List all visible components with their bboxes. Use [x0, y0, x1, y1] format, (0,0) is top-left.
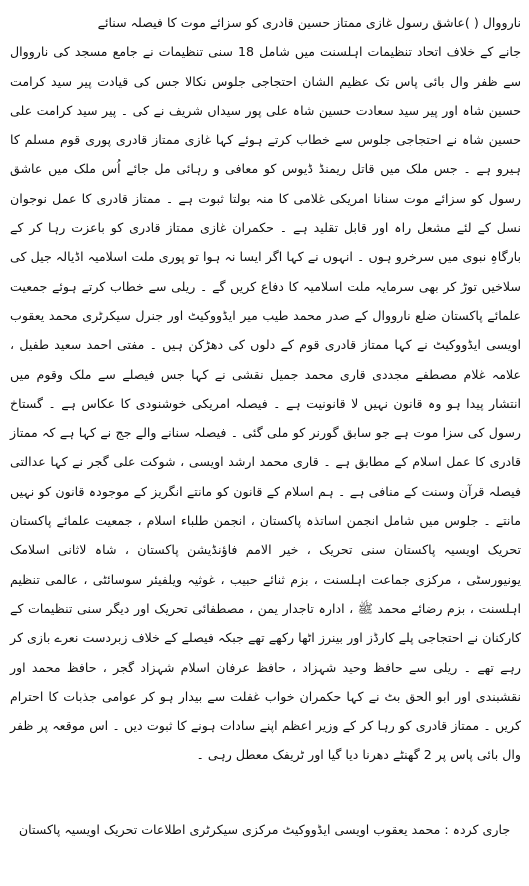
article-body: جانے کے خلاف اتحاد تنظیمات اہلسنت میں شامل 18 سنی تنظیمات نے جامع مسجد کی نارووال سے ظفر وال بائی پاس تک عظیم الشان احتجاجی جلوس نکالا جس کی قیادت پیر سید کرامت حسین شاہ اور پیر سید سعادت حسین شاہ علی پور سیداں شریف نے کی ۔ پیر سید کرامت علی حسین شاہ نے احتجاجی جلوس سے خطاب کرتے ہوئے کہا غازی ممتاز قادری پوری قوم مسلم کا ہیرو ہے ۔ جس ملک میں قاتل ریمنڈ ڈیوس کو معافی و رہائی مل جائے اُس ملک میں عاشق رسول کو سزائے موت سنانا امریکی غلامی کا منہ بولتا ثبوت ہے ۔ ممتاز قادری کا عمل نوجوان نسل کے لئے مشعل راہ اور قابل تقلید ہے ۔ حکمران غازی ممتاز قادری کو باعزت رہا کر کے بارگاہِ نبوی میں سرخرو ہوں ۔ انہوں نے کہا اگر ایسا نہ ہوا تو پوری ملت اسلامیہ اڈیالہ جیل کی سلاخیں توڑ کر بھی سرمایہ ملت اسلامیہ کا دفاع کریں گے ۔ ریلی سے خطاب کرتے ہوئے جمعیت علمائے پاکستان ضلع نارووال کے صدر محمد طیب میر ایڈووکیٹ اور جنرل سیکرٹری محمد یعقوب اویسی ایڈووکیٹ نے کہا ممتاز قادری قوم کے دلوں کی دھڑکن ہیں ۔ مفتی احمد سعید طفیل ، علامہ غلام مصطفے مجددی قاری محمد جمیل نقشی نے کہا جس فیصلے سے ملک وقوم میں انتشار پیدا ہو وہ قانون نہیں لا قانونیت ہے ۔ فیصلہ امریکی خوشنودی کا عکاس ہے ۔ گستاخ رسول کی سزا موت ہے جو سابق گورنر کو ملی گئی ۔ فیصلہ سنانے والے جج نے کہا ہے کہ ممتاز قادری کا عمل اسلام کے مطابق ہے ۔ قاری محمد ارشد اویسی ، شوکت علی گجر نے کہا عدالتی فیصلہ قرآن وسنت کے منافی ہے ۔ ہم اسلام کے قانون کو مانتے انگریز کے موجودہ قانون کو نہیں مانتے ۔ جلوس میں شامل انجمن اساتذہ پاکستان ، انجمن طلباء اسلام ، جمعیت علمائے پاکستان تحریک اویسیہ پاکستان سنی تحریک ، خیر الامم فاؤنڈیشن پاکستان ، شاہ لاثانی اسلامک یونیورسٹی ، مرکزی جماعت اہلسنت ، بزم ثنائے حبیب ، غوثیہ ویلفیئر سوسائٹی ، عالمی تنظیم اہلسنت ، بزم رضائے محمد ﷺ ، ادارہ تاجدار یمن ، مصطفائی تحریک اور دیگر سنی تنظیمات کے کارکنان نے احتجاجی پلے کارڈز اور بینرز اٹھا رکھے تھے جبکہ فیصلے کے خلاف زبردست نعرے بازی کر رہے تھے ۔ ریلی سے حافظ وحید شہزاد ، حافظ عرفان اسلام شہزاد گجر ، حافظ محمد اور نقشبندی اور ابو الحق بٹ نے کہا حکمران خواب غفلت سے بیدار ہو کر عوامی جذبات کا احترام کریں ۔ ممتاز قادری کو رہا کر کے وزیر اعظم اپنے سادات ہونے کا ثبوت دیں ۔ اس موقعہ پر ظفر وال بائی پاس پر 2 گھنٹے دھرنا دیا گیا اور ٹریفک معطل رہی ۔ — [10, 44, 521, 763]
issued-by-footer: جاری کردہ : محمد یعقوب اویسی ایڈووکیٹ مرکزی سیکرٹری اطلاعات تحریک اویسیہ پاکستان — [18, 822, 511, 837]
headline: نارووال ( )عاشق رسول غازی ممتاز حسین قادری کو سزائے موت کا فیصلہ سنائے — [97, 15, 521, 30]
